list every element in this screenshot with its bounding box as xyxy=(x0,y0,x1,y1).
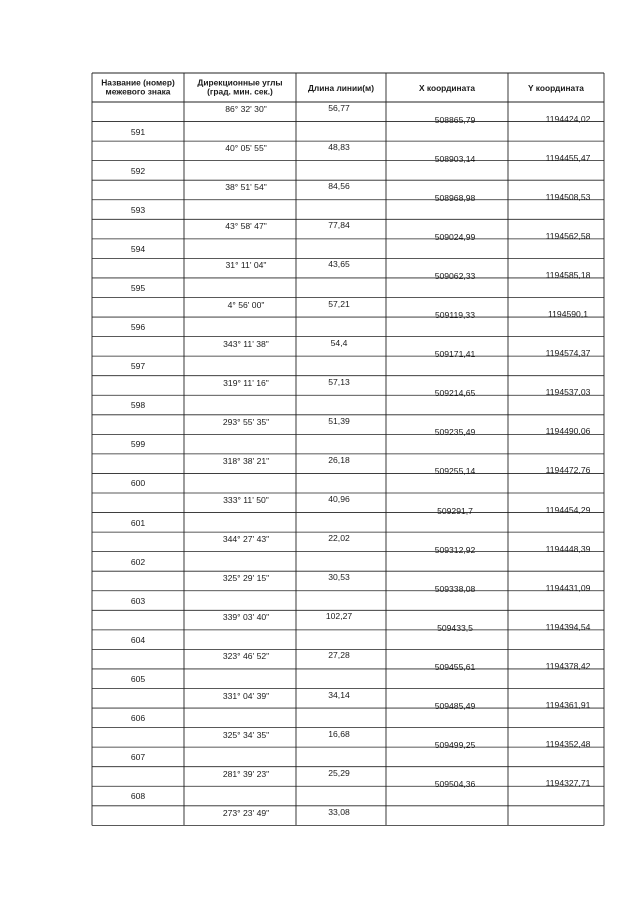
point-name: 601 xyxy=(130,517,146,528)
segment-angle: 325° 29' 15" xyxy=(222,573,270,584)
segment-length: 22,02 xyxy=(328,533,350,544)
point-name: 595 xyxy=(130,282,146,293)
segment-angle: 339° 03' 40" xyxy=(222,612,270,623)
header-y: Y координата xyxy=(528,82,584,93)
segment-length: 54,4 xyxy=(330,337,348,348)
point-name: 599 xyxy=(130,439,146,450)
point-y: 1194327,71 xyxy=(545,778,591,789)
point-name: 603 xyxy=(130,595,146,606)
segment-length: 40,96 xyxy=(328,494,350,504)
header-name-line: межевого знака xyxy=(105,86,171,97)
segment-angle: 333° 11' 50" xyxy=(223,495,269,505)
segment-length: 57,13 xyxy=(328,376,350,387)
header-angle xyxy=(197,78,282,97)
segment-angle: 293° 55' 35" xyxy=(222,416,270,427)
point-x: 508968,98 xyxy=(434,192,476,203)
segment-length: 16,68 xyxy=(328,728,350,739)
segment-angle: 319° 11' 16" xyxy=(223,377,269,388)
point-y: 1194394,54 xyxy=(545,621,591,632)
point-name: 605 xyxy=(130,673,146,684)
point-x: 509455,61 xyxy=(434,661,476,672)
segment-length: 25,29 xyxy=(328,767,350,778)
segment-angle: 40° 05' 55" xyxy=(225,143,267,154)
point-x: 509214,65 xyxy=(434,388,476,399)
segment-angle: 31° 11' 04" xyxy=(225,260,267,271)
point-name: 608 xyxy=(130,791,146,802)
point-y: 1194455,47 xyxy=(545,152,591,163)
segment-length: 84,56 xyxy=(328,181,350,192)
segment-angle: 86° 32' 30" xyxy=(225,104,267,114)
point-y: 1194537,03 xyxy=(545,387,591,398)
segment-angle: 344° 27' 43" xyxy=(222,534,270,545)
header-name xyxy=(101,78,174,97)
point-x: 509255,14 xyxy=(434,466,476,477)
segment-length: 33,08 xyxy=(328,806,350,817)
header-x: X координата xyxy=(418,82,476,93)
point-name: 597 xyxy=(130,361,146,372)
segment-length: 77,84 xyxy=(328,220,350,231)
segment-angle: 323° 46' 52" xyxy=(222,651,270,662)
point-y: 1194424,02 xyxy=(545,113,591,124)
segment-angle: 331° 04' 39" xyxy=(222,690,270,701)
segment-angle: 273° 23' 49" xyxy=(222,807,270,818)
header-name-line: Название (номер) xyxy=(101,76,175,87)
segment-length: 26,18 xyxy=(328,454,350,465)
point-name: 602 xyxy=(130,556,146,567)
point-y: 1194508,53 xyxy=(545,191,591,202)
segment-angle: 4° 56' 00" xyxy=(227,299,265,310)
header-angle-line: (град. мин. сек.) xyxy=(207,86,273,97)
segment-length: 30,53 xyxy=(328,572,350,583)
point-name: 600 xyxy=(130,478,146,489)
segment-angle: 43° 58' 47" xyxy=(225,221,267,232)
point-y: 1194585,18 xyxy=(545,269,591,280)
point-x: 509119,33 xyxy=(435,310,475,321)
point-y: 1194448,39 xyxy=(545,543,591,554)
segment-length: 102,27 xyxy=(325,611,353,622)
point-x: 508903,14 xyxy=(434,153,476,164)
point-y: 1194472,76 xyxy=(545,465,591,476)
point-x: 509171,41 xyxy=(434,349,476,360)
point-y: 1194454,29 xyxy=(545,504,591,515)
point-name: 598 xyxy=(130,400,146,411)
point-y: 1194574,37 xyxy=(545,348,591,359)
point-x: 509338,08 xyxy=(434,583,476,594)
segment-length: 57,21 xyxy=(328,298,350,309)
segment-length: 27,28 xyxy=(328,650,350,661)
segment-length: 43,65 xyxy=(328,259,350,270)
point-name: 604 xyxy=(130,634,146,645)
point-x: 509312,92 xyxy=(434,544,476,555)
point-x: 509499,25 xyxy=(434,740,476,751)
point-x: 509433,5 xyxy=(437,622,473,633)
segment-angle: 38° 51' 54" xyxy=(225,182,267,193)
segment-length: 48,83 xyxy=(328,142,350,153)
point-x: 509062,33 xyxy=(434,270,476,281)
point-name: 606 xyxy=(130,713,146,724)
point-name: 591 xyxy=(130,126,146,137)
point-name: 607 xyxy=(130,752,146,763)
point-y: 1194361,91 xyxy=(545,700,591,711)
point-x: 509235,49 xyxy=(434,427,476,438)
point-y: 1194562,58 xyxy=(545,230,591,241)
point-name: 596 xyxy=(130,322,146,333)
point-y: 1194590,1 xyxy=(548,309,588,320)
point-x: 509291,7 xyxy=(437,505,473,516)
segment-length: 34,14 xyxy=(328,689,350,700)
point-y: 1194378,42 xyxy=(545,660,591,671)
point-name: 594 xyxy=(130,243,146,254)
point-y: 1194352,48 xyxy=(545,739,591,750)
point-x: 509485,49 xyxy=(434,701,476,712)
segment-length: 56,77 xyxy=(328,103,350,113)
point-x: 509504,36 xyxy=(434,779,476,790)
point-x: 508865,79 xyxy=(434,114,476,125)
point-y: 1194431,09 xyxy=(545,582,591,593)
point-name: 593 xyxy=(130,204,146,215)
point-x: 509024,99 xyxy=(434,231,476,242)
segment-angle: 281° 39' 23" xyxy=(222,768,270,779)
segment-length: 51,39 xyxy=(328,415,350,426)
point-name: 592 xyxy=(130,165,146,176)
segment-angle: 318° 38' 21" xyxy=(222,455,270,466)
header-length: Длина линии(м) xyxy=(307,82,375,93)
segment-angle: 325° 34' 35" xyxy=(222,729,270,740)
header-angle-line: Дирекционные углы xyxy=(197,76,283,87)
point-y: 1194490,06 xyxy=(545,426,591,437)
segment-angle: 343° 11' 38" xyxy=(223,338,269,349)
